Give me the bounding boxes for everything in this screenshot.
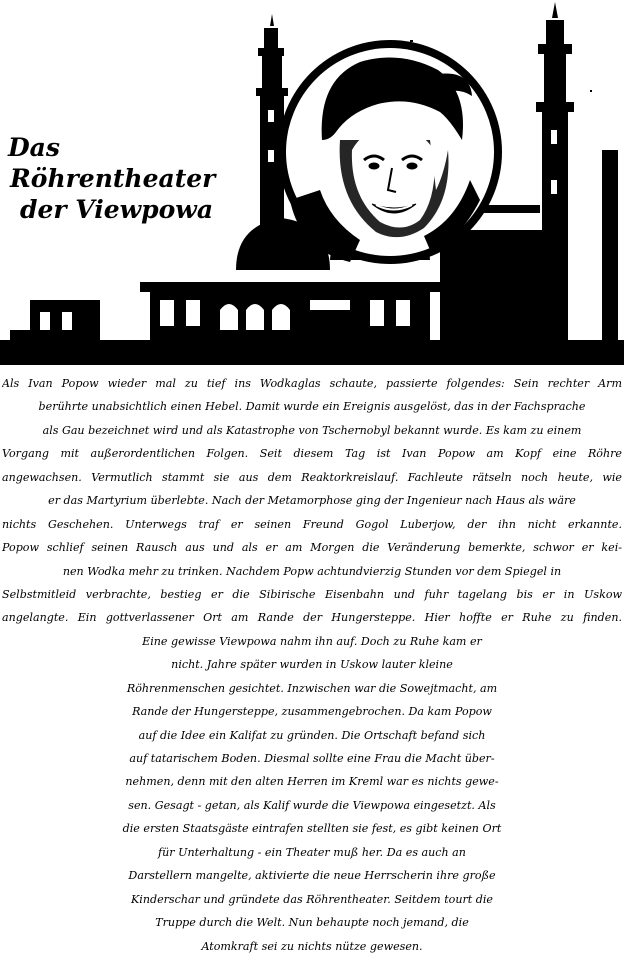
story-line: berührte unabsichtlich einen Hebel. Damit wurde ein Ereignis ausgelöst, das in der Fachsprache [38,400,586,414]
story-line: auf tatarischem Boden. Diesmal sollte eine Frau die Macht über- [129,752,495,765]
story-line: Darstellern mangelte, aktivierte die neue Herrscherin ihre große [128,869,496,883]
story-text [2,372,622,958]
story-line: Als Ivan Popow wieder mal zu tief ins Wodkaglas schaute, passierte folgendes: Sein rechter Arm [2,377,622,390]
title-line-2: Röhrentheater [10,164,216,193]
story-line: Kinderschar und gründete das Röhrentheater. Seitdem tourt die [130,892,493,906]
story-line: Selbstmitleid verbrachte, bestieg er die Sibirische Eisenbahn und fuhr tagelang bis er in Uskow [2,587,622,601]
story-line: angewachsen. Vermutlich stammt sie aus dem Reaktorkreislauf. Fachleute rätseln noch heute, wie [2,470,622,484]
story-line: er das Martyrium überlebte. Nach der Metamorphose ging der Ingenieur nach Haus als wäre [48,494,576,508]
story-line: als Gau bezeichnet wird und als Katastrophe von Tschernobyl bekannt wurde. Es kam zu einem [42,423,582,437]
story-line: Eine gewisse Viewpowa nahm ihn auf. Doch zu Ruhe kam er [142,634,482,648]
story-line: für Unterhaltung - ein Theater muß her. Da es auch an [158,845,466,859]
story-line: nicht. Jahre später wurden in Uskow lauter kleine [171,658,453,672]
story-line: nichts Geschehen. Unterwegs traf er seinen Freund Gogol Luberjow, der ihn nicht erkannte. [2,517,622,531]
title-line-3: der Viewpowa [20,195,214,224]
story-line: die ersten Staatsgäste eintrafen stellten sie fest, es gibt keinen Ort [122,822,502,836]
story-line: Truppe durch die Welt. Nun behaupte noch jemand, die [155,916,469,930]
story-line: Rande der Hungersteppe, zusammengebrochen. Da kam Popow [132,705,492,719]
story-line: nehmen, denn mit den alten Herren im Kreml war es nichts gewe- [125,775,499,789]
page-title [8,132,215,225]
story-line: sen. Gesagt - getan, als Kalif wurde die Viewpowa eingesetzt. Als [128,798,496,812]
story-line: Vorgang mit außerordentlichen Folgen. Seit diesem Tag ist Ivan Popow am Kopf eine Röhre [2,447,622,461]
story-line: Atomkraft sei zu nichts nütze gewesen. [201,939,423,953]
story-line: nen Wodka mehr zu trinken. Nachdem Popw achtundvierzig Stunden vor dem Spiegel in [62,564,562,578]
story-line: Röhrenmenschen gesichtet. Inzwischen war die Sowejtmacht, am [126,681,498,695]
story-line: angelangte. Ein gottverlassener Ort am Rande der Hungersteppe. Hier hoffte er Ruhe zu finden. [2,611,622,625]
story-line: Popow schlief seinen Rausch aus und als er am Morgen die Veränderung bemerkte, schwor er kei- [2,541,622,555]
title-line-1: Das [8,133,60,162]
story-line: auf die Idee ein Kalifat zu gründen. Die Ortschaft befand sich [138,728,486,742]
